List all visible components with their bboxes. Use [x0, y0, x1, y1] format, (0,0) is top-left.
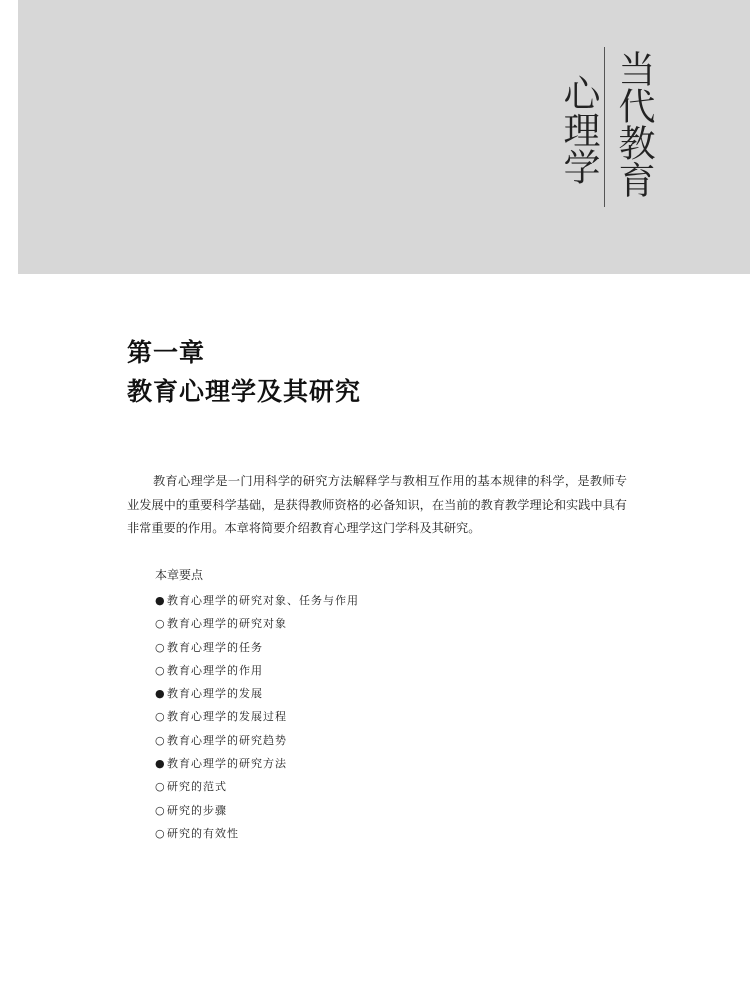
bullet-filled-icon: ●	[155, 757, 165, 771]
key-point-text: 研究的步骤	[167, 803, 227, 817]
key-points-heading: 本章要点	[155, 568, 204, 582]
key-point-text: 教育心理学的作用	[167, 663, 263, 677]
key-point-item	[155, 636, 359, 659]
bullet-hollow-icon: ○	[155, 826, 165, 840]
key-point-text: 研究的有效性	[167, 826, 239, 840]
key-point-item	[155, 705, 359, 728]
key-point-text: 教育心理学的研究对象、任务与作用	[167, 594, 359, 607]
key-point-item	[155, 775, 359, 798]
book-title-line-1: 当代教育	[612, 50, 655, 198]
bullet-filled-icon: ●	[155, 687, 165, 701]
bullet-hollow-icon: ○	[155, 663, 165, 677]
book-title-line-2: 心理学	[557, 74, 600, 185]
key-point-item	[155, 822, 359, 845]
chapter-number: 第一章	[127, 338, 206, 367]
key-point-text: 教育心理学的发展过程	[167, 710, 287, 724]
key-point-text: 教育心理学的研究趋势	[167, 733, 287, 747]
bullet-hollow-icon: ○	[155, 780, 165, 794]
bullet-hollow-icon: ○	[155, 710, 165, 724]
bullet-hollow-icon: ○	[155, 640, 165, 654]
chapter-title: 教育心理学及其研究	[127, 377, 362, 406]
key-point-text: 教育心理学的研究对象	[167, 617, 287, 631]
key-point-item	[155, 612, 359, 635]
key-point-text: 教育心理学的发展	[167, 687, 263, 701]
key-point-item	[155, 659, 359, 682]
bullet-hollow-icon: ○	[155, 733, 165, 747]
key-point-text: 教育心理学的任务	[167, 640, 263, 654]
bullet-hollow-icon: ○	[155, 617, 165, 631]
intro-paragraph: 教育心理学是一门用科学的研究方法解释学与教相互作用的基本规律的科学，是教师专业发展中的重要科学基础，是获得教师资格的必备知识，在当前的教育教学理论和实践中具有非常重要的作用。本章将简要介绍教育心理学这门学科及其研究。	[127, 474, 627, 535]
key-point-item	[155, 752, 359, 775]
key-point-text: 教育心理学的研究方法	[167, 757, 287, 771]
title-divider	[604, 47, 605, 207]
key-point-text: 研究的范式	[167, 780, 227, 794]
key-point-item	[155, 589, 359, 612]
key-points-list	[155, 589, 359, 845]
bullet-hollow-icon: ○	[155, 803, 165, 817]
bullet-filled-icon: ●	[155, 594, 165, 607]
key-point-item	[155, 799, 359, 822]
key-point-item	[155, 729, 359, 752]
key-point-item	[155, 682, 359, 705]
